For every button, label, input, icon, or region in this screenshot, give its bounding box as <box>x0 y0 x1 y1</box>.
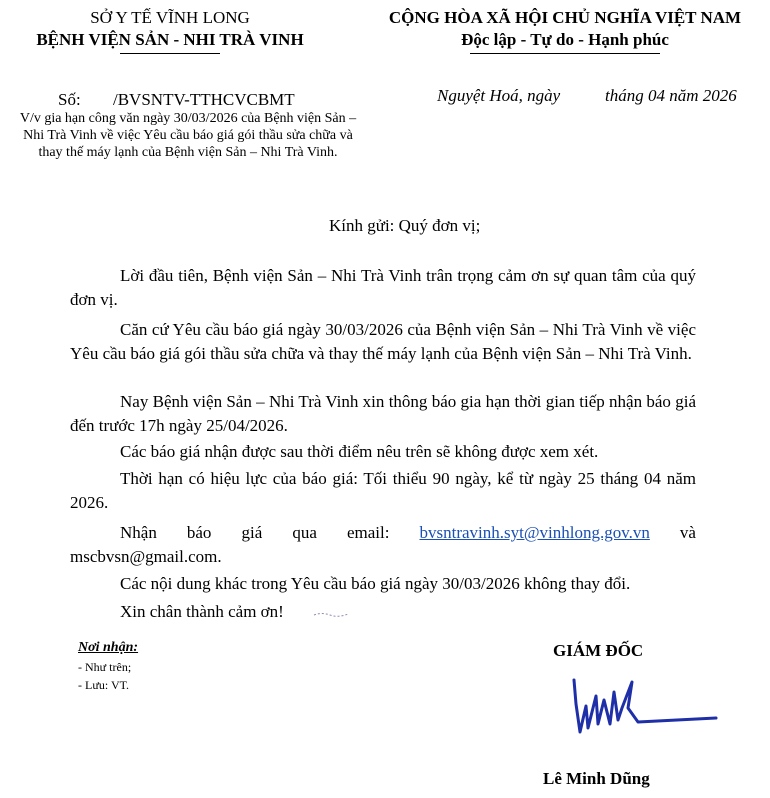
signer-name: Lê Minh Dũng <box>543 769 650 788</box>
signer-title: GIÁM ĐỐC <box>553 641 644 660</box>
header-divider-left <box>120 53 220 54</box>
email-line <box>70 521 696 545</box>
ministry-name: SỞ Y TẾ VĨNH LONG <box>90 8 250 27</box>
paragraph-unchanged <box>70 572 696 596</box>
paragraph-late-notice-text: Các báo giá nhận được sau thời điểm nêu trên sẽ không được xem xét. <box>120 442 599 461</box>
document-subject: V/v gia hạn công văn ngày 30/03/2026 của Bệnh viện Sản – Nhi Trà Vinh về việc Yêu cầu báo giá gói thầu sửa chữa và thay thế máy lạnh của Bệnh viện Sản – Nhi Trà Vinh. <box>19 111 357 160</box>
header-divider-right <box>470 53 660 54</box>
document-number-label: Số: <box>58 90 81 109</box>
paragraph-closing <box>70 600 696 624</box>
email-and: và <box>679 523 696 542</box>
email-word: giá <box>241 523 263 542</box>
national-motto: Độc lập - Tự do - Hạnh phúc <box>461 30 669 49</box>
email-word: Nhận <box>120 523 157 542</box>
email-second: mscbvsn@gmail.com. <box>70 547 222 566</box>
paragraph-extension-text: Nay Bệnh viện Sản – Nhi Trà Vinh xin thông báo gia hạn thời gian tiếp nhận báo giá đến trước 17h ngày 25/04/2026. <box>70 392 696 435</box>
recipient-item: - Lưu: VT. <box>78 678 130 692</box>
paragraph-validity-text: Thời hạn có hiệu lực của báo giá: Tối thiểu 90 ngày, kể từ ngày 25 tháng 04 năm 2026. <box>70 469 696 512</box>
country-name: CỘNG HÒA XÃ HỘI CHỦ NGHĨA VIỆT NAM <box>388 8 742 27</box>
email-word: email: <box>346 523 390 542</box>
email-word: báo <box>186 523 212 542</box>
handwritten-signature <box>566 674 726 744</box>
document-place: Nguyệt Hoá, ngày <box>437 86 561 105</box>
document-number-code: /BVSNTV-TTHCVCBMT <box>113 90 295 109</box>
paragraph-thanks <box>70 264 696 312</box>
paragraph-late-notice <box>70 440 696 464</box>
recipients-label: Nơi nhận: <box>78 640 139 655</box>
hospital-name: BỆNH VIỆN SẢN - NHI TRÀ VINH <box>36 30 304 49</box>
paragraph-thanks-text: Lời đầu tiên, Bệnh viện Sản – Nhi Trà Vinh trân trọng cảm ơn sự quan tâm của quý đơn vị. <box>70 266 696 309</box>
paragraph-basis-text: Căn cứ Yêu cầu báo giá ngày 30/03/2026 của Bệnh viện Sản – Nhi Trà Vinh về việc Yêu cầu báo giá gói thầu sửa chữa và thay thế máy lạnh của Bệnh viện Sản – Nhi Trà Vinh. <box>70 320 696 363</box>
recipient-item: - Như trên; <box>78 660 132 674</box>
email-link[interactable]: bvsntravinh.syt@vinhlong.gov.vn <box>419 523 650 542</box>
paragraph-closing-text: Xin chân thành cảm ơn! <box>120 602 284 621</box>
ink-smudge <box>312 609 352 619</box>
salutation: Kính gửi: Quý đơn vị; <box>329 216 481 235</box>
paragraph-validity <box>70 467 696 515</box>
paragraph-unchanged-text: Các nội dung khác trong Yêu cầu báo giá ngày 30/03/2026 không thay đổi. <box>120 574 631 593</box>
paragraph-basis <box>70 318 696 366</box>
paragraph-extension <box>70 390 696 438</box>
email-word: qua <box>292 523 317 542</box>
document-date: tháng 04 năm 2026 <box>605 86 737 105</box>
